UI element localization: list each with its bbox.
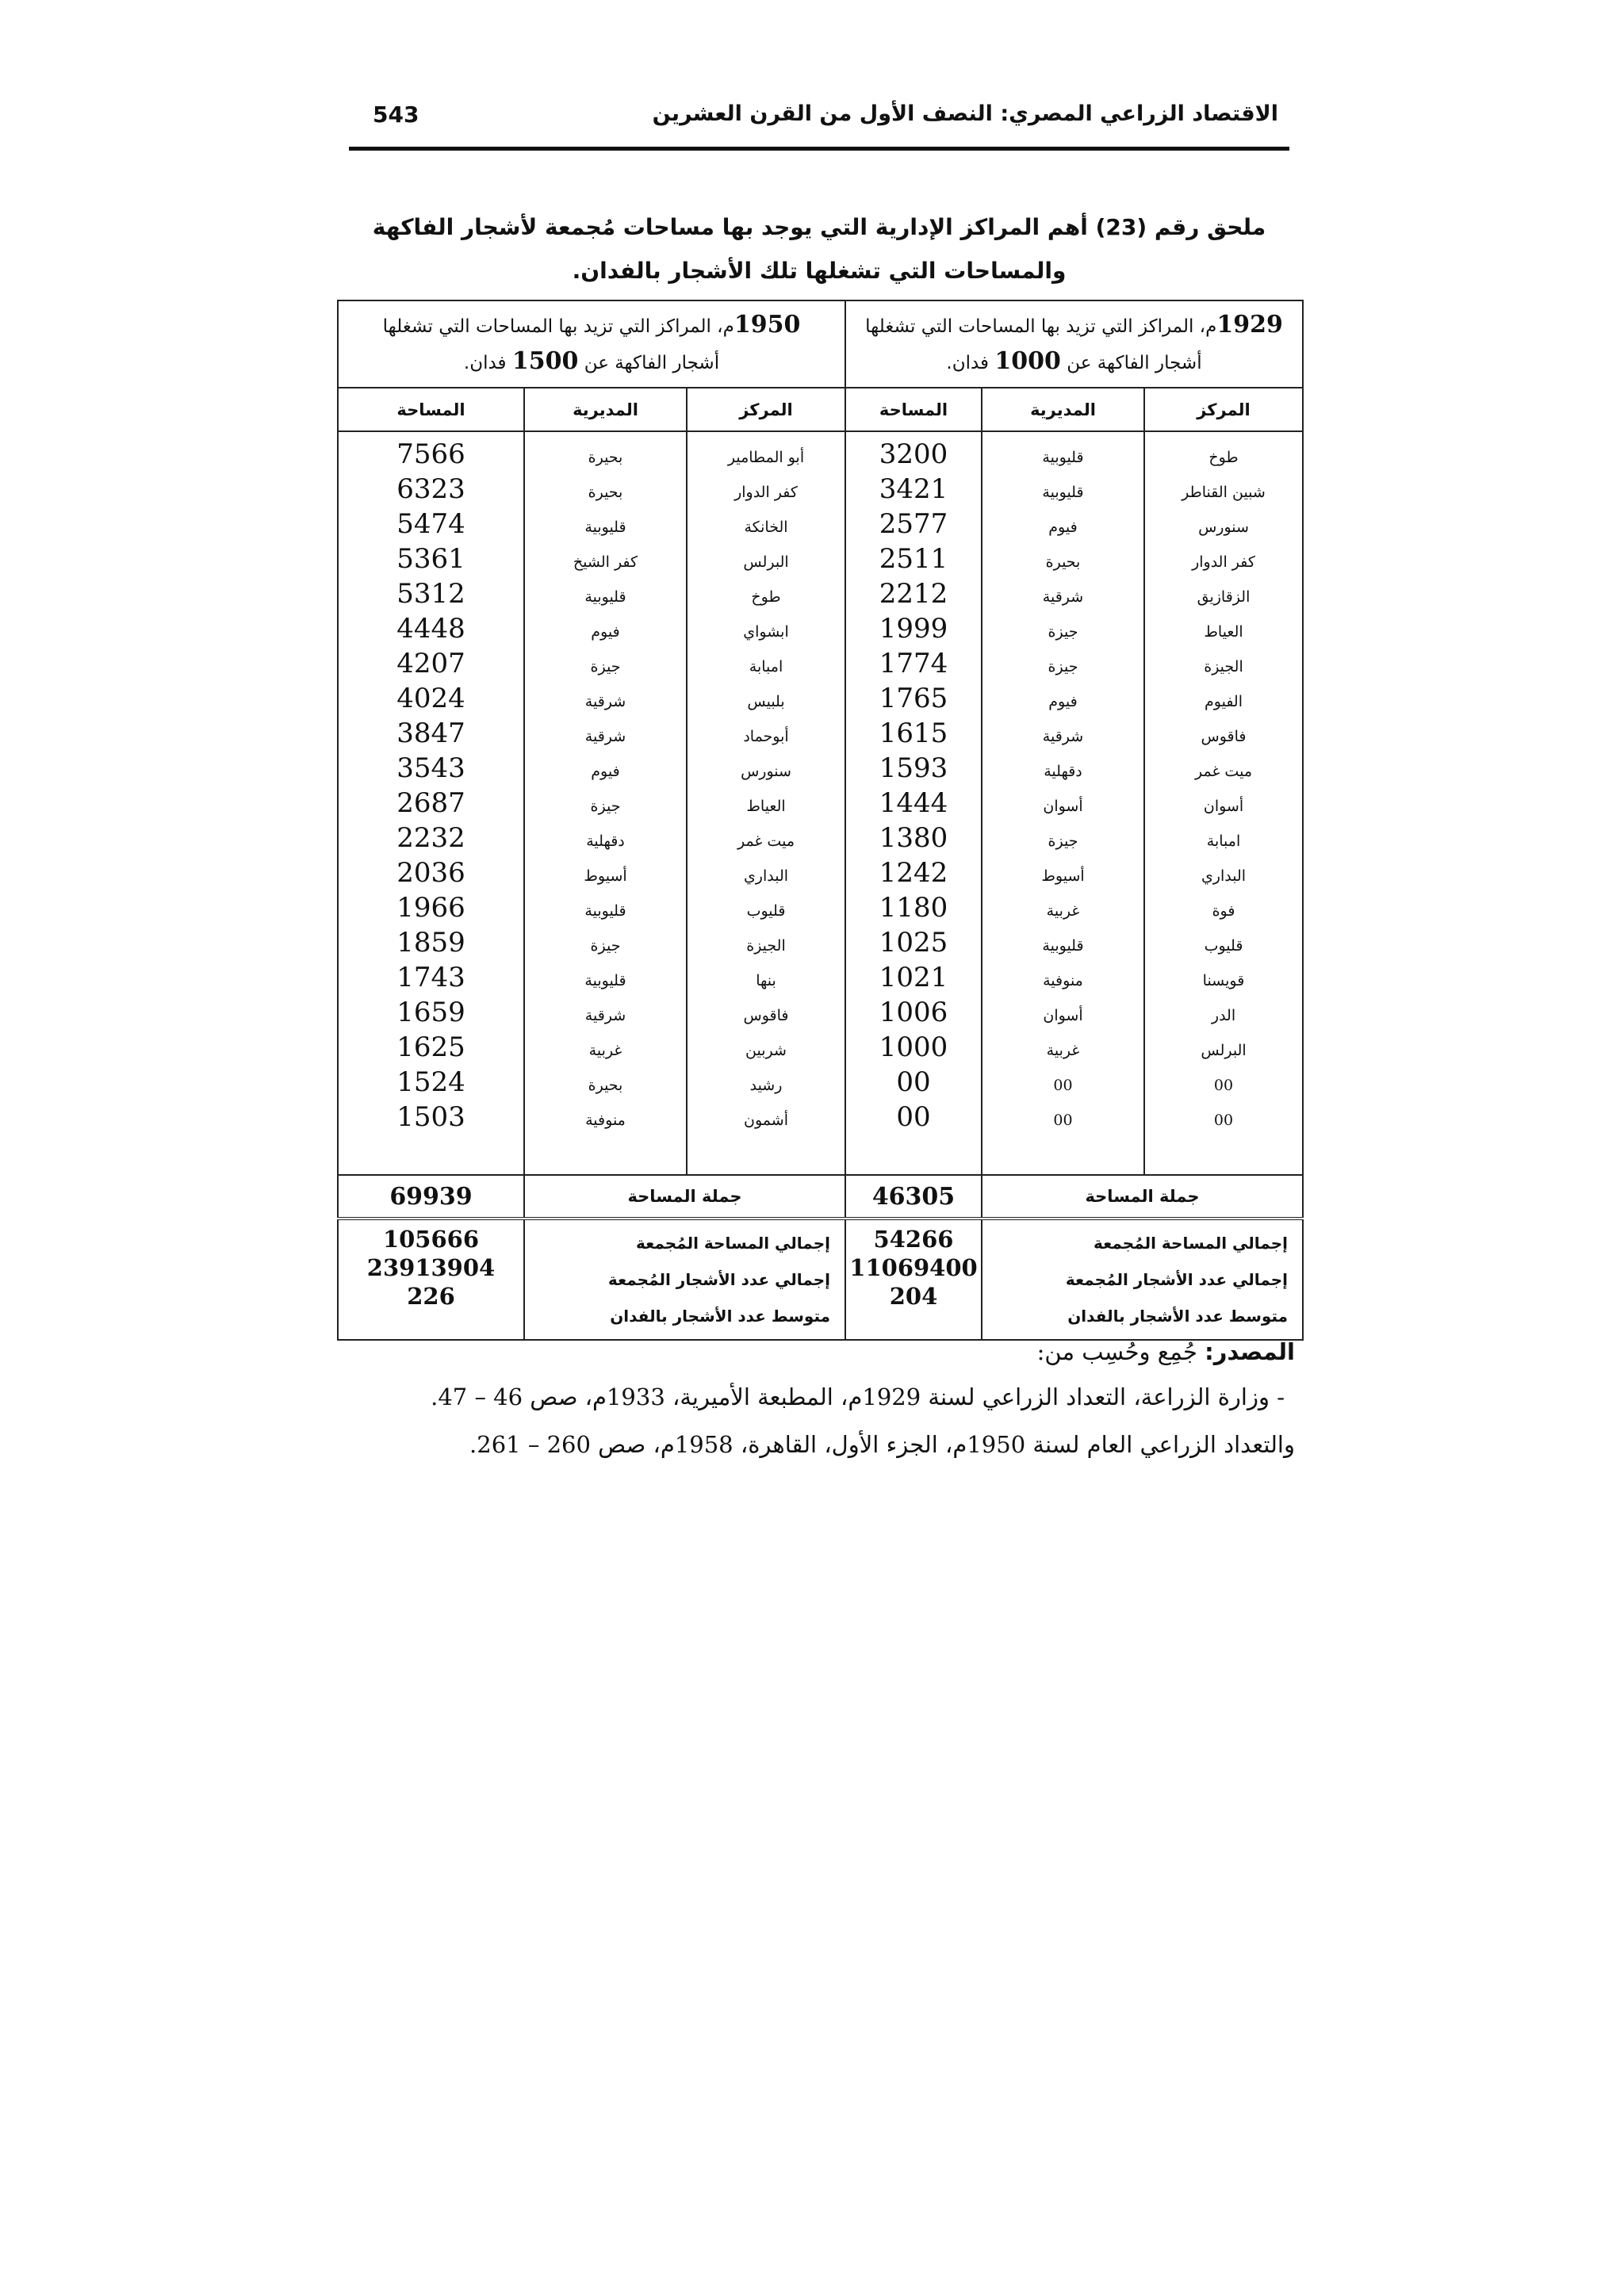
mudiriya-1929-cell: شرقية — [1042, 728, 1084, 745]
markaz-1950-cell: قليوب — [746, 902, 786, 920]
area-1929-cell: 3200 — [879, 438, 948, 470]
area-1929-cell: 2212 — [879, 578, 948, 610]
col-markaz-1950: المركز — [687, 388, 845, 431]
markaz-1929-cell: فاقوس — [1201, 728, 1247, 745]
mudiriya-1929-cell: 00 — [1053, 1112, 1073, 1129]
mudiriya-1950-cell: جيزة — [590, 937, 621, 955]
markaz-1929-cell: شبين القناطر — [1182, 484, 1266, 501]
mudiriya-1929-cell: غربية — [1046, 902, 1080, 920]
mudiriya-1929-cell — [982, 1135, 1143, 1169]
mudiriya-1929-cell: جيزة — [1048, 658, 1078, 675]
area-1929-cell: 00 — [896, 1066, 931, 1098]
mudiriya-1929-cell: فيوم — [1048, 519, 1078, 536]
mudiriya-1929-cell: قليوبية — [1042, 449, 1084, 466]
area-1929-cell: 1999 — [879, 613, 948, 645]
markaz-1950-cell: طوخ — [751, 588, 781, 606]
area-1929-cell: 1380 — [879, 822, 948, 854]
markaz-1950-cell: رشيد — [749, 1077, 783, 1094]
mudiriya-1929-cell: قليوبية — [1042, 484, 1084, 501]
area-1929-cell: 1000 — [879, 1031, 948, 1063]
running-title: الاقتصاد الزراعي المصري: النصف الأول من القرن العشرين — [652, 101, 1278, 126]
mudiriya-1950-cell: شرقية — [584, 728, 626, 745]
area-1950-cell: 2232 — [396, 822, 465, 854]
mudiriya-1929-cell: أسيوط — [1041, 867, 1085, 885]
area-1929-cell: 1025 — [879, 927, 948, 959]
area-1929-list — [845, 431, 982, 1175]
mudiriya-1950-cell: بحيرة — [588, 449, 623, 466]
mudiriya-1950-cell: فيوم — [591, 623, 620, 641]
total-area-1929: 54266 — [873, 1226, 954, 1253]
mudiriya-1950-cell: قليوبية — [584, 588, 626, 606]
total-area-label: إجمالي المساحة المُجمعة — [1093, 1234, 1288, 1253]
mudiriya-1929-cell: غربية — [1046, 1042, 1080, 1059]
mudiriya-1950-list — [524, 431, 687, 1175]
mudiriya-1950-cell: جيزة — [590, 658, 621, 675]
totals-values-1929 — [845, 1219, 982, 1340]
markaz-1929-cell: امبابة — [1206, 832, 1241, 850]
area-1950-cell — [339, 1135, 523, 1169]
area-1929-cell: 2511 — [879, 543, 948, 575]
sum-1929: 46305 — [845, 1175, 982, 1219]
mudiriya-1950-cell: شرقية — [584, 693, 626, 710]
mudiriya-1950-cell: قليوبية — [584, 972, 626, 989]
area-1929-cell — [846, 1135, 981, 1169]
area-1950-cell: 4024 — [396, 683, 465, 714]
area-1950-cell: 4207 — [396, 648, 465, 679]
header-rule — [349, 147, 1289, 151]
page-number: 543 — [373, 101, 419, 128]
fruit-orchards-table — [337, 300, 1304, 1341]
area-1929-cell: 1180 — [879, 892, 948, 924]
year-1950: 1950 — [733, 311, 801, 339]
source-line-2: والتعداد الزراعي العام لسنة 1950م، الجزء الأول، القاهرة، 1958م، صص 260 – 261. — [469, 1431, 1295, 1458]
mudiriya-1950-cell: بحيرة — [588, 484, 623, 501]
avg-trees-label: متوسط عدد الأشجار بالفدان — [1067, 1307, 1288, 1326]
mudiriya-1929-cell: أسوان — [1043, 798, 1083, 815]
markaz-1950-cell: كفر الدوار — [734, 484, 798, 501]
area-1950-cell: 6323 — [396, 473, 465, 505]
mudiriya-1950-cell: شرقية — [584, 1007, 626, 1024]
markaz-1950-cell: البداري — [743, 867, 789, 885]
markaz-1929-list — [1144, 431, 1303, 1175]
area-1950-cell: 1659 — [396, 997, 465, 1028]
total-trees-1929: 11069400 — [849, 1254, 978, 1281]
area-1950-cell: 3847 — [396, 718, 465, 749]
mudiriya-1929-cell: قليوبية — [1042, 937, 1084, 955]
threshold-1950: 1500 — [511, 347, 579, 375]
avg-trees-1950: 226 — [407, 1283, 455, 1310]
markaz-1950-cell: أبوحماد — [743, 728, 789, 745]
area-1929-cell: 1774 — [879, 648, 948, 679]
area-1950-cell: 7566 — [396, 438, 465, 470]
markaz-1950-cell: سنورس — [741, 763, 791, 780]
mudiriya-1950-cell: منوفية — [585, 1112, 626, 1129]
mudiriya-1929-cell: جيزة — [1048, 623, 1078, 641]
markaz-1950-cell: الجيزة — [746, 937, 786, 955]
area-1950-cell: 1625 — [396, 1031, 465, 1063]
col-mudiriya-1950: المديرية — [524, 388, 687, 431]
area-1950-cell: 1524 — [396, 1066, 465, 1098]
markaz-1929-cell: الفيوم — [1205, 693, 1243, 710]
totals-labels-1929 — [982, 1219, 1303, 1340]
col-area-1929: المساحة — [845, 388, 982, 431]
area-1929-cell: 3421 — [879, 473, 948, 505]
markaz-1950-cell: فاقوس — [743, 1007, 789, 1024]
header-1929-line2-pre: أشجار الفاكهة عن — [1067, 353, 1202, 373]
table-title-line-1: ملحق رقم (23) أهم المراكز الإدارية التي يوجد بها مساحات مُجمعة لأشجار الفاكهة — [372, 214, 1266, 240]
markaz-1950-cell: بنها — [756, 972, 776, 989]
avg-trees-1929: 204 — [889, 1283, 938, 1310]
markaz-1950-cell: ابشواي — [743, 623, 789, 641]
col-area-1950: المساحة — [338, 388, 524, 431]
mudiriya-1929-cell: فيوم — [1048, 693, 1078, 710]
source-label: المصدر: — [1205, 1338, 1295, 1365]
mudiriya-1950-cell: غربية — [588, 1042, 622, 1059]
area-1950-cell: 1859 — [396, 927, 465, 959]
mudiriya-1950-cell: أسيوط — [584, 867, 627, 885]
area-1929-cell: 1444 — [879, 787, 948, 819]
area-1950-list — [338, 431, 524, 1175]
year-1929: 1929 — [1216, 311, 1283, 339]
header-1950-line2-post: فدان. — [463, 353, 507, 373]
markaz-1929-cell: سنورس — [1198, 519, 1249, 536]
markaz-1950-cell: أبو المطامير — [727, 449, 805, 466]
mudiriya-1929-cell: شرقية — [1042, 588, 1084, 606]
markaz-1929-cell: ميت غمر — [1194, 763, 1252, 780]
area-1929-cell: 2577 — [879, 508, 948, 540]
markaz-1929-cell: 00 — [1213, 1112, 1234, 1129]
header-1950 — [338, 300, 845, 388]
avg-trees-label: متوسط عدد الأشجار بالفدان — [610, 1307, 830, 1326]
header-1929-line1: م، المراكز التي تزيد بها المساحات التي تشغلها — [865, 316, 1217, 337]
area-1950-cell: 1503 — [396, 1101, 465, 1133]
markaz-1929-cell: الزقازيق — [1197, 588, 1251, 606]
area-1929-cell: 1765 — [879, 683, 948, 714]
source-line-1: - وزارة الزراعة، التعداد الزراعي لسنة 1929م، المطبعة الأميرية، 1933م، صص 46 – 47. — [431, 1383, 1285, 1410]
mudiriya-1929-cell: 00 — [1053, 1077, 1073, 1094]
total-area-1950: 105666 — [382, 1226, 480, 1253]
markaz-1950-cell: العياط — [746, 798, 786, 815]
area-1950-cell: 5312 — [396, 578, 465, 610]
mudiriya-1950-cell: قليوبية — [584, 519, 626, 536]
col-mudiriya-1929: المديرية — [982, 388, 1144, 431]
markaz-1929-cell: قويسنا — [1202, 972, 1245, 989]
threshold-1929: 1000 — [994, 347, 1061, 375]
header-1929-line2-post: فدان. — [946, 353, 990, 373]
area-1950-cell: 4448 — [396, 613, 465, 645]
markaz-1929-cell: طوخ — [1208, 449, 1239, 466]
markaz-1929-cell: كفر الدوار — [1192, 553, 1255, 571]
source-heading — [1037, 1338, 1295, 1365]
mudiriya-1950-cell — [525, 1135, 686, 1169]
markaz-1950-cell: بلبيس — [747, 693, 785, 710]
area-1950-cell: 1743 — [396, 962, 465, 993]
header-1950-line1: م، المراكز التي تزيد بها المساحات التي تشغلها — [382, 316, 734, 337]
markaz-1950-cell: أشمون — [744, 1112, 788, 1129]
mudiriya-1950-cell: قليوبية — [584, 902, 626, 920]
markaz-1950-cell: ميت غمر — [737, 832, 795, 850]
area-1929-cell: 1006 — [879, 997, 948, 1028]
markaz-1929-cell — [1145, 1135, 1302, 1169]
area-1929-cell: 00 — [896, 1101, 931, 1133]
totals-values-1950 — [338, 1219, 524, 1340]
area-1950-cell: 5474 — [396, 508, 465, 540]
area-1950-cell: 3543 — [396, 752, 465, 784]
mudiriya-1929-cell: جيزة — [1048, 832, 1078, 850]
area-1950-cell: 5361 — [396, 543, 465, 575]
total-area-label: إجمالي المساحة المُجمعة — [635, 1234, 830, 1253]
mudiriya-1950-cell: كفر الشيخ — [573, 553, 638, 571]
mudiriya-1929-list — [982, 431, 1144, 1175]
col-markaz-1929: المركز — [1144, 388, 1303, 431]
total-trees-1950: 23913904 — [366, 1254, 496, 1281]
mudiriya-1950-cell: دقهلية — [586, 832, 625, 850]
total-trees-label: إجمالي عدد الأشجار المُجمعة — [1065, 1270, 1288, 1289]
markaz-1929-cell: 00 — [1213, 1077, 1234, 1094]
markaz-1950-cell: امبابة — [749, 658, 783, 675]
markaz-1929-cell: فوة — [1212, 902, 1235, 920]
area-1950-cell: 2687 — [396, 787, 465, 819]
area-1929-cell: 1593 — [879, 752, 948, 784]
markaz-1929-cell: قليوب — [1204, 937, 1243, 955]
markaz-1929-cell: البرلس — [1201, 1042, 1247, 1059]
mudiriya-1929-cell: أسوان — [1043, 1007, 1083, 1024]
mudiriya-1950-cell: فيوم — [591, 763, 620, 780]
markaz-1950-list — [687, 431, 845, 1175]
table-title-line-2: والمساحات التي تشغلها تلك الأشجار بالفدان. — [572, 258, 1067, 284]
mudiriya-1950-cell: بحيرة — [588, 1077, 623, 1094]
markaz-1950-cell: الخانكة — [744, 519, 788, 536]
markaz-1929-cell: الدر — [1211, 1007, 1236, 1024]
markaz-1929-cell: أسوان — [1203, 798, 1244, 815]
area-1929-cell: 1242 — [879, 857, 948, 889]
total-trees-label: إجمالي عدد الأشجار المُجمعة — [607, 1270, 830, 1289]
sum-1950: 69939 — [338, 1175, 524, 1219]
area-1929-cell: 1021 — [879, 962, 948, 993]
markaz-1950-cell: شربين — [745, 1042, 787, 1059]
area-1950-cell: 1966 — [396, 892, 465, 924]
mudiriya-1929-cell: بحيرة — [1045, 553, 1081, 571]
sum-label-1950: جملة المساحة — [524, 1175, 845, 1219]
markaz-1950-cell — [688, 1135, 845, 1169]
markaz-1929-cell: العياط — [1204, 623, 1243, 641]
mudiriya-1929-cell: منوفية — [1043, 972, 1083, 989]
source-intro: جُمِع وحُسِب من: — [1036, 1338, 1197, 1365]
header-1950-line2-pre: أشجار الفاكهة عن — [584, 353, 720, 373]
header-1929 — [845, 300, 1303, 388]
markaz-1929-cell: البداري — [1201, 867, 1247, 885]
mudiriya-1929-cell: دقهلية — [1044, 763, 1082, 780]
totals-labels-1950 — [524, 1219, 845, 1340]
mudiriya-1950-cell: جيزة — [590, 798, 621, 815]
sum-label-1929: جملة المساحة — [982, 1175, 1303, 1219]
area-1929-cell: 1615 — [879, 718, 948, 749]
markaz-1929-cell: الجيزة — [1204, 658, 1243, 675]
markaz-1950-cell: البرلس — [743, 553, 789, 571]
area-1950-cell: 2036 — [396, 857, 465, 889]
